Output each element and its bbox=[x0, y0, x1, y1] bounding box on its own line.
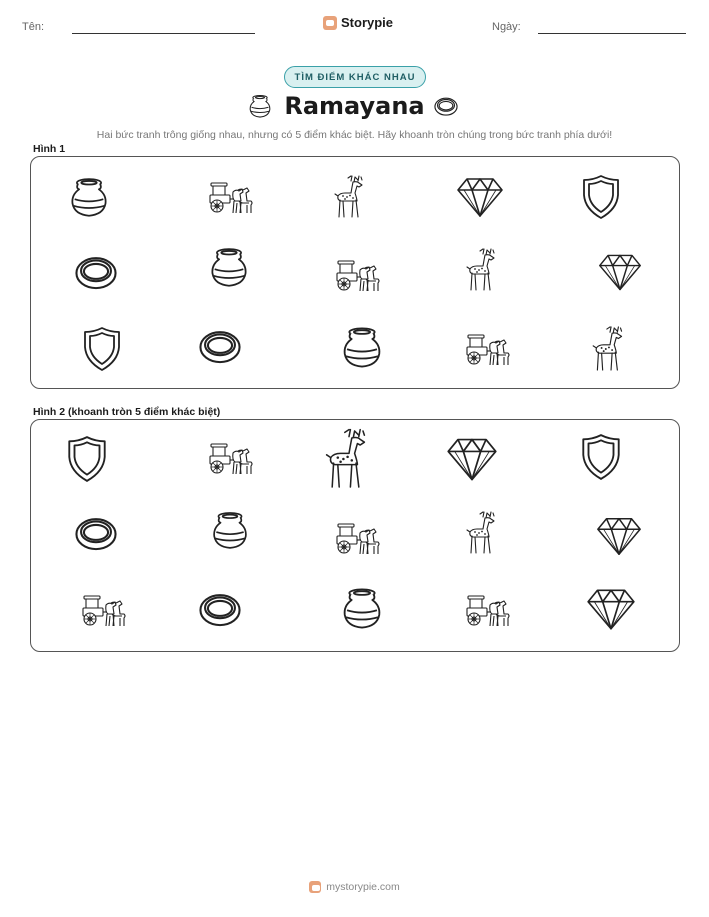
deer-icon[interactable] bbox=[463, 245, 503, 295]
shield-icon[interactable] bbox=[65, 434, 109, 484]
worksheet-title: Ramayana bbox=[284, 92, 425, 120]
pot-icon[interactable] bbox=[339, 323, 385, 371]
storypie-logo-icon bbox=[309, 881, 321, 893]
diamond-icon[interactable] bbox=[585, 586, 637, 632]
chariot-icon[interactable] bbox=[207, 438, 255, 478]
picture1-label: Hình 1 bbox=[33, 143, 66, 155]
instructions: Hai bức tranh trông giống nhau, nhưng có 5 điểm khác biệt. Hãy khoanh tròn chúng trong bức tranh phía dưới! bbox=[96, 129, 613, 141]
deer-icon[interactable] bbox=[463, 508, 503, 558]
deer-icon[interactable] bbox=[589, 323, 631, 375]
chariot-icon[interactable] bbox=[333, 255, 383, 295]
footer bbox=[0, 881, 709, 893]
chariot-icon[interactable] bbox=[333, 518, 383, 558]
shield-icon[interactable] bbox=[81, 325, 123, 373]
pot-icon[interactable] bbox=[339, 584, 385, 632]
ring-icon[interactable] bbox=[73, 510, 119, 556]
ring-icon[interactable] bbox=[197, 586, 243, 632]
shield-icon[interactable] bbox=[579, 432, 623, 482]
pot-icon[interactable] bbox=[67, 175, 111, 219]
activity-badge: TÌM ĐIỂM KHÁC NHAU bbox=[284, 66, 426, 88]
diamond-icon[interactable] bbox=[455, 175, 505, 219]
chariot-icon[interactable] bbox=[207, 177, 255, 217]
ring-icon[interactable] bbox=[73, 249, 119, 295]
picture1-panel bbox=[30, 156, 680, 389]
deer-icon[interactable] bbox=[321, 424, 377, 494]
chariot-icon[interactable] bbox=[79, 590, 129, 630]
name-line[interactable] bbox=[72, 33, 255, 34]
footer-site[interactable]: mystorypie.com bbox=[326, 881, 400, 893]
diamond-icon[interactable] bbox=[597, 251, 643, 293]
date-line[interactable] bbox=[538, 33, 686, 34]
deer-icon[interactable] bbox=[331, 173, 371, 221]
pot-icon[interactable] bbox=[209, 506, 251, 554]
date-label: Ngày: bbox=[492, 21, 521, 33]
chariot-icon[interactable] bbox=[463, 329, 513, 369]
chariot-icon[interactable] bbox=[463, 590, 513, 630]
diamond-icon[interactable] bbox=[445, 428, 499, 490]
shield-icon[interactable] bbox=[581, 173, 621, 221]
storypie-logo-icon bbox=[323, 16, 337, 30]
ring-icon[interactable] bbox=[197, 323, 243, 369]
title-ring-icon bbox=[433, 93, 459, 119]
brand-logo bbox=[323, 15, 393, 30]
brand-name: Storypie bbox=[341, 15, 394, 30]
name-label: Tên: bbox=[22, 21, 45, 33]
diamond-icon[interactable] bbox=[595, 514, 643, 558]
picture2-label: Hình 2 (khoanh tròn 5 điểm khác biệt) bbox=[33, 406, 221, 418]
pot-icon[interactable] bbox=[207, 243, 251, 291]
picture2-panel bbox=[30, 419, 680, 652]
